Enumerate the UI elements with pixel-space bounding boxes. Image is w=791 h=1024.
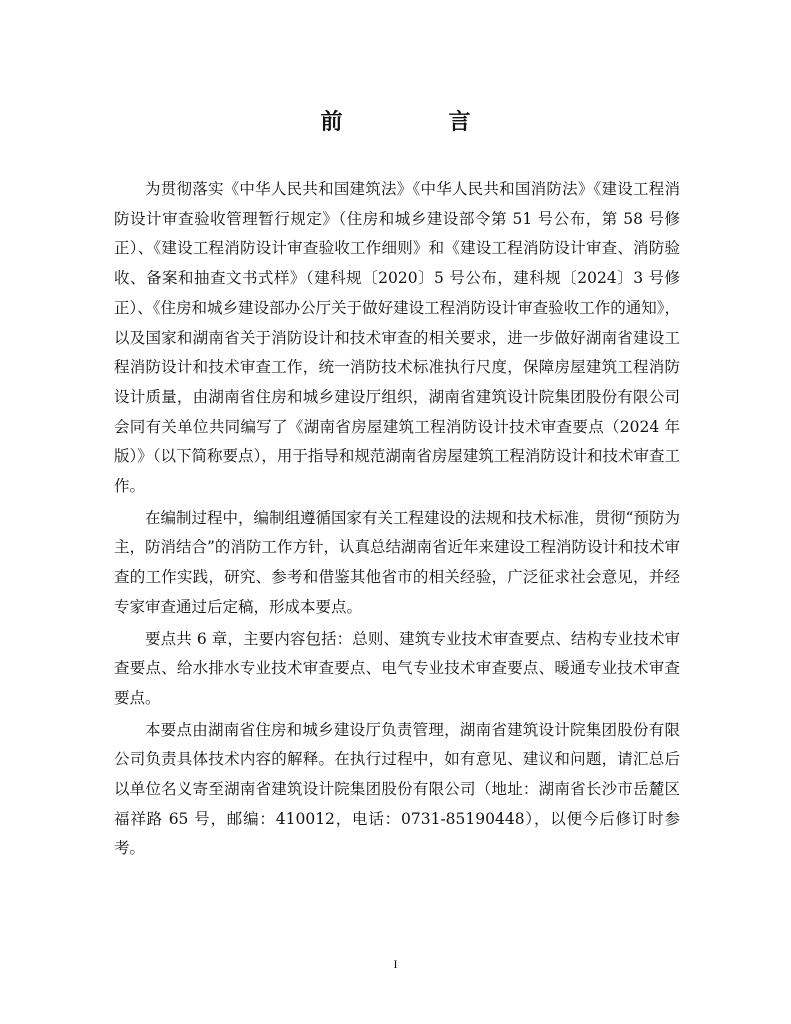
paragraph-purpose: 为贯彻落实《中华人民共和国建筑法》《中华人民共和国消防法》《建设工程消防设计审查验收管理暂行规定》（住房和城乡建设部令第 51 号公布，第 58 号修正）、《建设工程消防设计审查验收工作细则》和《建设工程消防设计审查、消防验收、备案和抽查文书式样》（建科规〔2020〕5 号公布，建科规〔2024〕3 号修正）、《住房和城乡建设部办公厅关于做好建设工程消防设计审查验收工作的通知》，以及国家和湖南省关于消防设计和技术审查的相关要求，进一步做好湖南省建设工程消防设计和技术审查工作，统一消防技术标准执行尺度，保障房屋建筑工程消防设计质量，由湖南省住房和城乡建设厅组织，湖南省建筑设计院集团股份有限公司会同有关单位共同编写了《湖南省房屋建筑工程消防设计技术审查要点（2024 年版）》（以下简称要点），用于指导和规范湖南省房屋建筑工程消防设计和技术审查工作。 (114, 180, 680, 496)
paragraph-management: 本要点由湖南省住房和城乡建设厅负责管理，湖南省建筑设计院集团股份有限公司负责具体技术内容的解释。在执行过程中，如有意见、建议和问题，请汇总后以单位名义寄至湖南省建筑设计院集团股份有限公司（地址：湖南省长沙市岳麓区福祥路 65 号，邮编：410012，电话：0731-85190448），以便今后修订时参考。 (114, 720, 680, 858)
paragraph-process: 在编制过程中，编制组遵循国家有关工程建设的法规和技术标准，贯彻“预防为主，防消结合”的消防工作方针，认真总结湖南省近年来建设工程消防设计和技术审查的工作实践，研究、参考和借鉴其他省市的相关经验，广泛征求社会意见，并经专家审查通过后定稿，形成本要点。 (114, 508, 680, 616)
page-title: 前 言 (320, 110, 513, 135)
document-body (114, 175, 680, 866)
paragraph-contents: 要点共 6 章，主要内容包括：总则、建筑专业技术审查要点、结构专业技术审查要点、给水排水专业技术审查要点、电气专业技术审查要点、暖通专业技术审查要点。 (114, 629, 680, 707)
page-number: I (393, 957, 398, 971)
